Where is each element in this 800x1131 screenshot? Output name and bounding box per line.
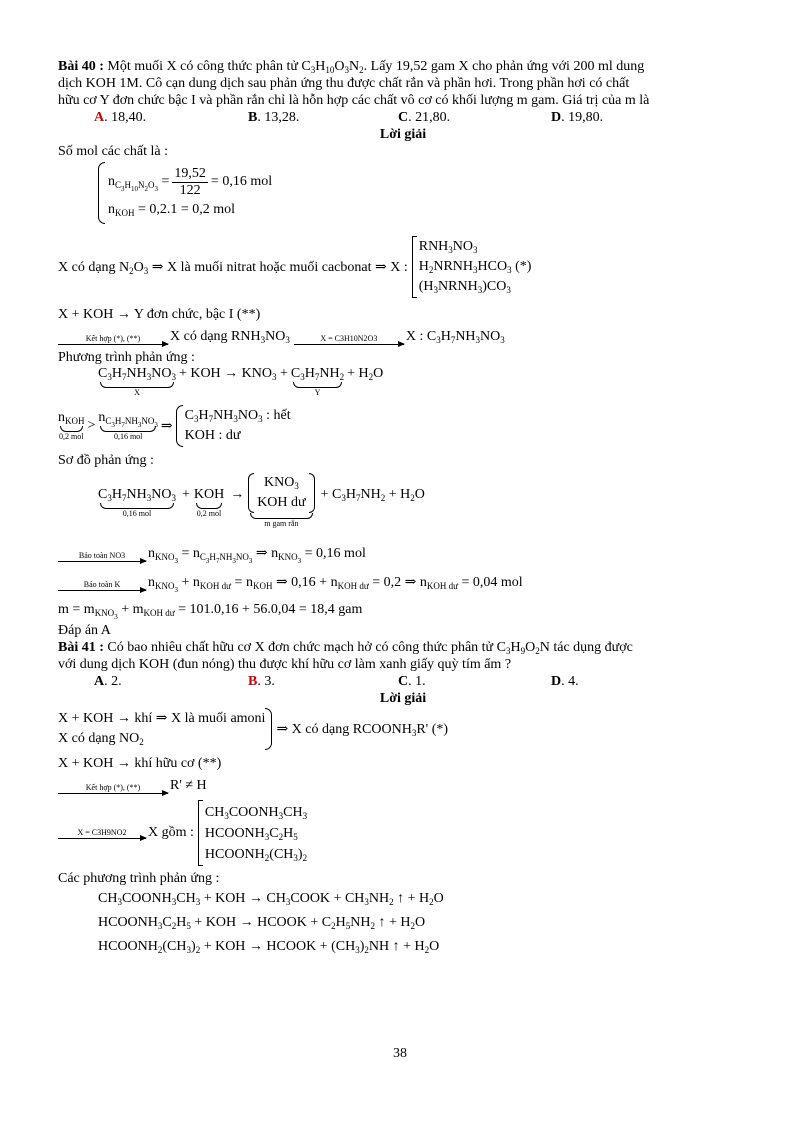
b41-eq3: $HCOONH_2(CH_3)_2$ + KOH → HCOOK + $(CH_3)_2NH$ ↑ + $H_2O$ [98, 939, 440, 955]
b41-amoni: X + KOH → khí ⇒ X là muối amoni X có dạng $NO_2$ ⇒ X có dạng $RCOONH_3R'$ (*) [58, 707, 748, 751]
b41-option-d: D. 4. [551, 674, 579, 689]
b40-react1: X + KOH → Y đơn chức, bậc I (**) [58, 307, 261, 322]
b40-pt-title: Phương trình phản ứng : [58, 350, 195, 365]
b40-sodo: Sơ đồ phản ứng : [58, 453, 154, 468]
b41-pt-title: Các phương trình phản ứng : [58, 871, 220, 886]
b40-question-line2: dịch KOH 1M. Cô cạn dung dịch sau phản ứng thu được chất rắn và phần hơi. Trong phần hơi có chất [58, 76, 630, 91]
b40-options [94, 109, 748, 126]
b40-somol: Số mol các chất là : [58, 144, 169, 159]
b40-option-d: D. 19,80. [551, 110, 604, 125]
b41-combine: Kết hợp (*), (**) R' ≠ H [58, 778, 748, 794]
b40-equation: $C_3H_7NH_3NO_3$ X + KOH → $KNO_3$ + $C_3H_7NH_2$ Y + $H_2O$ [98, 366, 384, 397]
b40-text2: Lấy 19,52 gam X cho phản ứng với 200 ml dung [370, 59, 645, 74]
b40-question-line1: Bài 40 : Một muối X có công thức phân tử $C_3H_{10}O_3N_2$. Lấy 19,52 gam X cho phản ứng với 200 ml dung [58, 59, 645, 75]
b41-x-gom: X = C3H9NO2 X gồm : $CH_3COONH_3CH_3$ $HCOONH_3C_2H_5$ $HCOONH_2(CH_3)_2$ [58, 800, 748, 866]
b41-options [94, 673, 748, 690]
b40-scheme: $C_3H_7NH_3NO_3$ 0,16 mol + KOH 0,2 mol → $KNO_3$ KOH dư m gam rắn + $C_3H_7NH_2 + H_2O$ [98, 475, 425, 528]
b40-answer: Đáp án A [58, 623, 111, 638]
b41-question-line2: với dung dịch KOH (đun nóng) thu được khí hữu cơ làm xanh giấy quỳ tím ẩm ? [58, 657, 512, 672]
b41-eq1: $CH_3COONH_3CH_3$ + KOH → $CH_3COOK + CH_3NH_2$ ↑ + $H_2O$ [98, 891, 444, 907]
b40-question-line3: hữu cơ Y đơn chức bậc I và phần rắn chỉ là hỗn hợp các chất vô cơ có khối lượng m gam. Giá trị của m là [58, 93, 650, 108]
b41-option-c: C. 1. [398, 674, 426, 689]
b40-combine-line: Kết hợp (*), (**) X có dạng $RNH_3NO_3$ X = C3H10N2O3 X : $C_3H_7NH_3NO_3$ [58, 329, 748, 345]
b40-mol-system: $n_{C_3H_{10}N_2O_3}$ = $\frac{19,52}{122}$ = 0,16 mol $n_{KOH} = 0,2.1 = 0,2$ mol [98, 162, 748, 224]
b40-bt-no3: Bảo toàn NO3 $n_{KNO_3} = n_{C_3H_7NH_3NO_3}$ ⇒ $n_{KNO_3} = 0,16$ mol [58, 545, 748, 562]
b40-bt-k: Bảo toàn K $n_{KNO_3} + n_{KOH dư} = n_{KOH}$ ⇒ $0,16 + n_{KOH dư} = 0,2$ ⇒ $n_{KOH dư} = 0,04$ mol [58, 574, 748, 591]
b40-compare: $n_{KOH}$ 0,2 mol > $n_{C_3H_7NH_3NO_3}$ 0,16 mol ⇒ $C_3H_7NH_3NO_3$ : hết KOH : dư [58, 404, 748, 448]
b40-m-line: $m = m_{KNO_3} + m_{KOH dư} = 101.0,16 + 56.0,04 = 18,4$ gam [58, 602, 363, 621]
b40-option-c: C. 21,80. [398, 110, 451, 125]
page-number: 38 [393, 1046, 407, 1061]
b40-option-a: A. 18,40. [94, 110, 147, 125]
b41-solution-title: Lời giải [379, 691, 427, 706]
b40-solution-title: Lời giải [379, 127, 427, 142]
b40-option-b: B. 13,28. [248, 110, 300, 125]
b41-equations [98, 887, 748, 959]
b41-eq2: $HCOONH_3C_2H_5$ + KOH → HCOOK + $C_2H_5NH_2$ ↑ + $H_2O$ [98, 915, 426, 931]
b40-x-form: X có dạng $N_2O_3$ ⇒ X là muối nitrat hoặc muối cacbonat ⇒ X : $RNH_3NO_3$ $H_2NRNH_3HCO_3$ (*) $(H_3NRNH_3)CO_3$ [58, 236, 748, 298]
b41-l4: X + KOH → khí hữu cơ (**) [58, 756, 222, 771]
b41-option-b: B. 3. [248, 674, 275, 689]
b40-title: Bài 40 : [58, 59, 104, 74]
b41-option-a: A. 2. [94, 674, 122, 689]
b40-text1: Một muối X có công thức phân tử C [107, 59, 311, 74]
document-page [58, 58, 748, 959]
b41-question-line1: Bài 41 : Có bao nhiêu chất hữu cơ X đơn chức mạch hở có công thức phân tử $C_3H_9O_2N$ tác dụng được [58, 640, 633, 656]
